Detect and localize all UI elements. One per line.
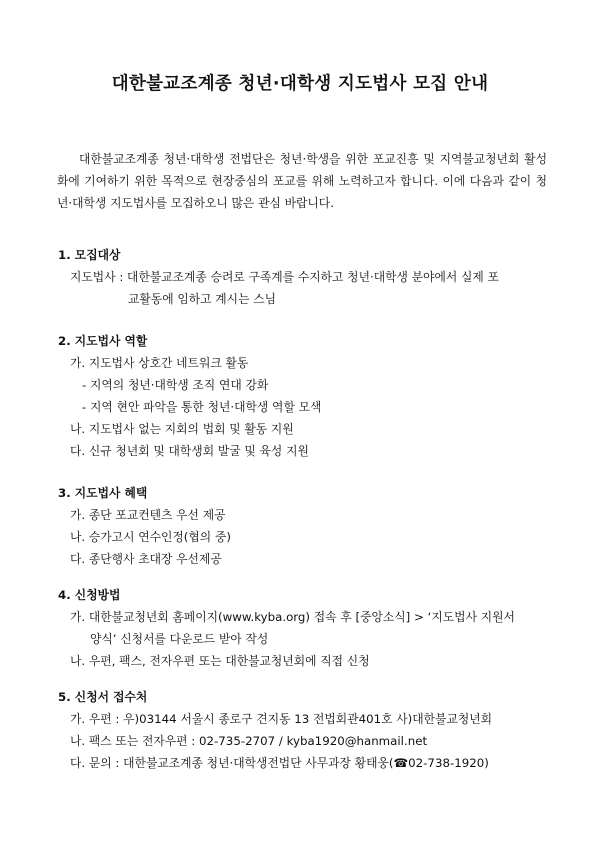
section-line: 다. 종단행사 초대장 우선제공: [70, 552, 222, 566]
section-heading: 3. 지도법사 혜택: [58, 486, 148, 500]
section-benefits: [58, 482, 558, 570]
section-recruitment-target: [58, 244, 558, 310]
section-line: - 지역의 청년·대학생 조직 연대 강화: [82, 378, 269, 392]
section-line: 양식’ 신청서를 다운로드 받아 작성: [90, 632, 269, 646]
section-application-method: [58, 584, 558, 672]
section-line: 나. 팩스 또는 전자우편 : 02-735-2707 / kyba1920@hanmail.net: [70, 734, 428, 748]
section-heading: 5. 신청서 접수처: [58, 690, 148, 704]
section-submission-contact: [58, 686, 558, 774]
section-line: 나. 우편, 팩스, 전자우편 또는 대한불교청년회에 직접 신청: [70, 654, 370, 668]
section-heading: 2. 지도법사 역할: [58, 334, 148, 348]
section-role: [58, 330, 558, 462]
section-line: 다. 문의 : 대한불교조계종 청년·대학생전법단 사무과장 황태웅(☎02-738-1920): [70, 756, 489, 770]
intro-text: 대한불교조계종 청년·대학생 전법단은 청년·학생을 위한 포교진흥 및 지역불교청년회 활성화에 기여하기 위한 목적으로 현장중심의 포교를 위해 노력하고자 합니다. 이에 다음과 같이 청년·대학생 지도법사를 모집하오니 많은 관심 바랍니다.: [57, 152, 547, 210]
section-line: 다. 신규 청년회 및 대학생회 발굴 및 육성 지원: [70, 444, 309, 458]
section-line: 가. 지도법사 상호간 네트워크 활동: [70, 356, 249, 370]
section-line: 가. 종단 포교컨텐츠 우선 제공: [70, 508, 226, 522]
section-line: - 지역 현안 파악을 통한 청년·대학생 역할 모색: [82, 400, 322, 414]
document-title: 대한불교조계종 청년·대학생 지도법사 모집 안내: [111, 74, 489, 94]
section-line: 지도법사 : 대한불교조계종 승려로 구족계를 수지하고 청년·대학생 분야에서 실제 포: [70, 270, 499, 284]
section-line: 나. 승가고시 연수인정(협의 중): [70, 530, 231, 544]
section-line: 가. 우편 : 우)03144 서울시 종로구 견지동 13 전법회관401호 사)대한불교청년회: [70, 712, 493, 726]
section-line: 교활동에 임하고 계시는 스님: [128, 292, 276, 306]
section-line: 나. 지도법사 없는 지회의 법회 및 활동 지원: [70, 422, 294, 436]
section-heading: 1. 모집대상: [58, 248, 121, 262]
section-heading: 4. 신청방법: [58, 588, 121, 602]
intro-paragraph: [57, 148, 547, 214]
section-line: 가. 대한불교청년회 홈페이지(www.kyba.org) 접속 후 [중앙소식] > ‘지도법사 지원서: [70, 610, 515, 624]
